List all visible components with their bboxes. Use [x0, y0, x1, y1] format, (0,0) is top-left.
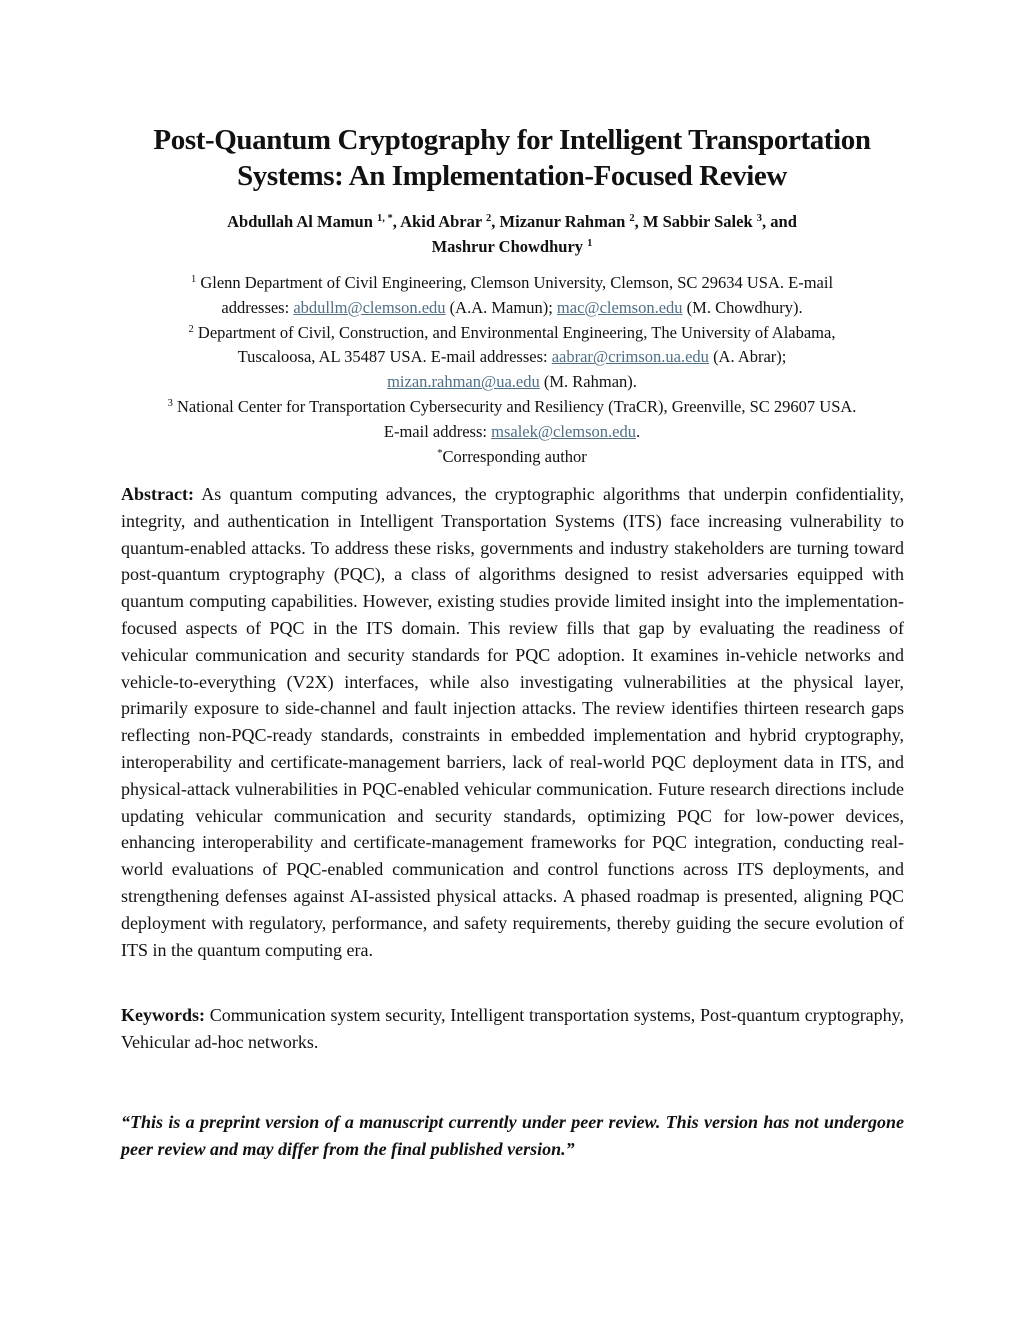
corresponding-author-note: *Corresponding author	[437, 446, 587, 466]
keywords-label: Keywords:	[121, 1005, 205, 1025]
author-affiliation-mark: 1, *	[377, 213, 393, 224]
keywords-text: Communication system security, Intelligent transportation systems, Post-quantum cryptography, Vehicular ad-hoc networks.	[121, 1005, 905, 1052]
title-line-1: Post-Quantum Cryptography for Intelligent Transportation	[153, 124, 871, 156]
email-link-salek[interactable]: msalek@clemson.edu	[491, 421, 636, 441]
abstract-label: Abstract:	[121, 484, 194, 504]
email-link-abrar[interactable]: aabrar@crimson.ua.edu	[551, 347, 709, 367]
affiliation-3: $^3$ National Center for Transportation Cybersecurity and Resiliency (TraCR), Greenville, SC 29607 USA.	[167, 396, 857, 416]
paper-title	[100, 122, 924, 194]
email-link-mamun[interactable]: abdullm@clemson.edu	[293, 297, 446, 317]
preprint-notice: “This is a preprint version of a manuscript currently under peer review. This version has not undergone peer review and may differ from the final published version.”	[121, 1112, 904, 1159]
keywords	[121, 1002, 904, 1056]
author-affiliation-mark: 2	[629, 213, 635, 224]
author-affiliation-mark: 1	[587, 238, 593, 249]
author-name: Mizanur Rahman	[499, 212, 626, 231]
author-affiliation-mark: 3	[756, 213, 763, 224]
abstract	[121, 481, 904, 963]
author-list: Abdullah Al Mamun $^{1, *}$, Akid Abrar $^2$, Mizanur Rahman $^2$, M Sabbir Salek $^3$, and Mashrur Chowdhury $^1$	[227, 212, 797, 256]
author-name: Akid Abrar	[400, 212, 482, 231]
title-line-2: Systems: An Implementation-Focused Review	[237, 160, 787, 192]
email-link-rahman[interactable]: mizan.rahman@ua.edu	[387, 372, 540, 392]
author-name: Abdullah Al Mamun	[227, 212, 373, 231]
author-name: M Sabbir Salek	[642, 212, 753, 231]
author-name: Mashrur Chowdhury	[431, 237, 584, 256]
abstract-text: As quantum computing advances, the cryptographic algorithms that underpin confidentiality, integrity, and authentication in Intelligent Transportation Systems (ITS) face increasing vulnerability to quantum-enabled attacks. To address these risks, governments and industry stakeholders are turning toward post-quantum cryptography (PQC), a class of algorithms designed to resist adversaries equipped with quantum computing capabilities. However, existing studies provide limited insight into the implementation-focused aspects of PQC in the ITS domain. This review fills that gap by evaluating the readiness of vehicular communication and security standards for PQC adoption. It examines in-vehicle networks and vehicle-to-everything (V2X) interfaces, while also investigating vulnerabilities at the physical layer, primarily exposure to side-channel and fault injection attacks. The review identifies thirteen research gaps reflecting non-PQC-ready standards, constraints in embedded implementation and hybrid cryptography, interoperability and certificate-management barriers, lack of real-world PQC deployment data in ITS, and physical-attack vulnerabilities in PQC-enabled vehicular communication. Future research directions include updating vehicular communication and security standards, optimizing PQC for low-power devices, enhancing interoperability and certificate-management frameworks for PQC integration, conducting real-world evaluations of PQC-enabled communication and control functions across ITS deployments, and strengthening defenses against AI-assisted physical attacks. A phased roadmap is presented, aligning PQC deployment with regulatory, performance, and safety requirements, thereby guiding the secure evolution of ITS in the quantum computing era.	[121, 484, 904, 960]
email-link-chowdhury[interactable]: mac@clemson.edu	[556, 297, 683, 317]
affiliation-1: $^1$ Glenn Department of Civil Engineering, Clemson University, Clemson, SC 29634 USA. E-mail	[190, 273, 834, 292]
author-affiliation-mark: 2	[486, 213, 492, 224]
affiliations: $^1$ Glenn Department of Civil Engineering, Clemson University, Clemson, SC 29634 USA. E-mail addresses: abdullm@clemson.edu (A.A. Mamun); mac@clemson.edu (M. Chowdhury). $^2$ Department of Civil, Construction, and Environmental Engineering, The University of Alabama, Tuscaloosa, AL 35487 USA. E-mail addresses: aabrar@crimson.ua.edu (A. Abrar); mizan.rahman@ua.edu (M. Rahman). $^3$ National Center for Transportation Cybersecurity and Resiliency (TraCR), Greenville, SC 29607 USA. E-mail address: msalek@clemson.edu. *Corresponding author	[100, 271, 924, 469]
affiliation-2: $^2$ Department of Civil, Construction, and Environmental Engineering, The University of Alabama,	[188, 322, 836, 342]
